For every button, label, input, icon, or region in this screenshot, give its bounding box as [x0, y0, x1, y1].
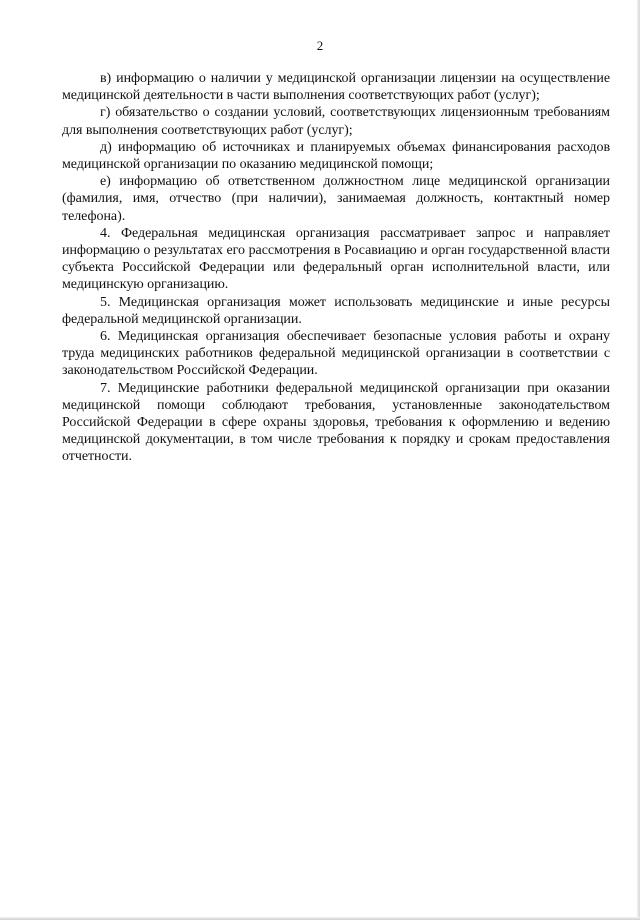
paragraph-clause-7: 7. Медицинские работники федеральной медицинской организации при оказании медицинской помощи соблюдают требования, установленные законодательством Российской Федерации в сфере охраны здоровья, требования к оформлению и ведению медицинской документации, в том числе требования к порядку и срокам предоставления отчетности.	[62, 380, 610, 465]
document-body	[62, 70, 610, 466]
paragraph-item-g: г) обязательство о создании условий, соответствующих лицензионным требованиям для выполнения соответствующих работ (услуг);	[62, 105, 610, 138]
page-number: 2	[316, 38, 324, 53]
paragraph-item-v: в) информацию о наличии у медицинской организации лицензии на осуществление медицинской деятельности в части выполнения соответствующих работ (услуг);	[62, 71, 610, 104]
paragraph-clause-5: 5. Медицинская организация может использовать медицинские и иные ресурсы федеральной медицинской организации.	[62, 294, 610, 327]
paragraph-clause-4: 4. Федеральная медицинская организация рассматривает запрос и направляет информацию о результатах его рассмотрения в Росавиацию и орган государственной власти субъекта Российской Федерации или федеральный орган исполнительной власти, или медицинскую организацию.	[62, 225, 610, 293]
paragraph-item-e: е) информацию об ответственном должностном лице медицинской организации (фамилия, имя, отчество (при наличии), занимаемая должность, контактный номер телефона).	[62, 174, 610, 224]
paragraph-clause-6: 6. Медицинская организация обеспечивает безопасные условия работы и охрану труда медицинских работников федеральной медицинской организации в соответствии с законодательством Российской Федерации.	[62, 329, 610, 379]
paragraph-item-d: д) информацию об источниках и планируемых объемах финансирования расходов медицинской организации по оказанию медицинской помощи;	[62, 139, 610, 173]
